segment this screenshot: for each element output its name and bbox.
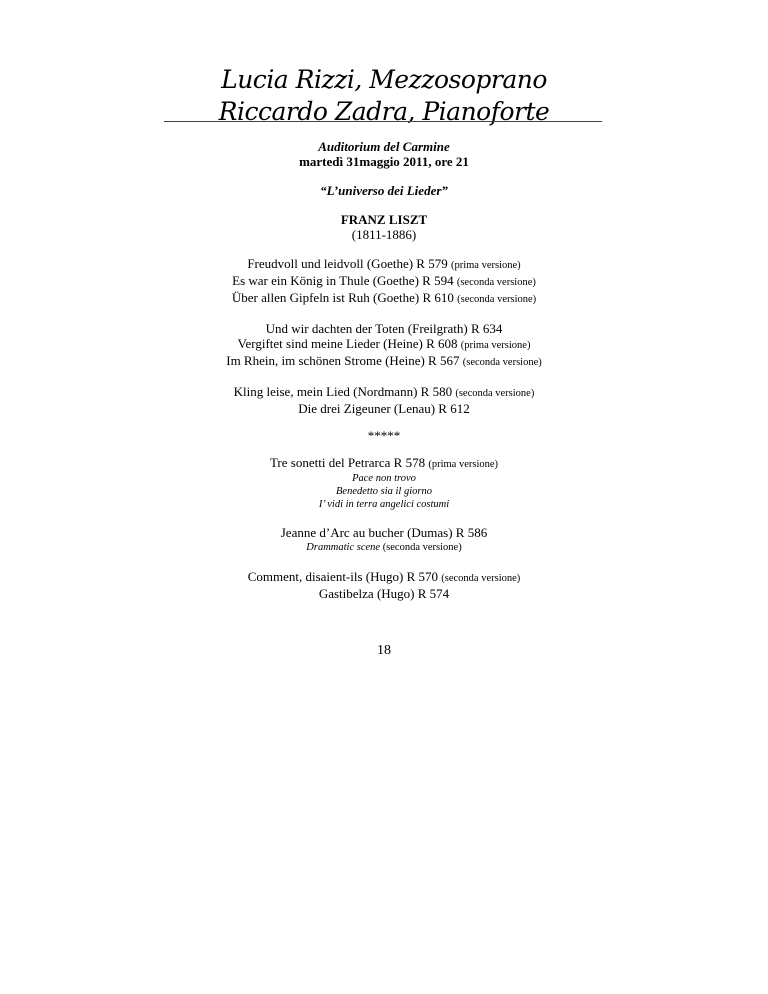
composer-dates: (1811-1886) xyxy=(351,227,417,242)
performer-pianist: Riccardo Zadra, Pianoforte xyxy=(218,97,550,126)
program-content xyxy=(0,139,768,601)
song-group-final xyxy=(0,569,768,601)
performer-mezzosoprano: Lucia Rizzi, Mezzosoprano xyxy=(221,65,547,94)
song-item: Kling leise, mein Lied (Nordmann) R 580 (seconda versione) xyxy=(233,384,535,399)
sonetti-group xyxy=(0,455,768,511)
composer-name: FRANZ LISZT xyxy=(340,212,428,227)
performers-header xyxy=(0,64,768,128)
song-group-2 xyxy=(0,321,768,370)
page-number: 18 xyxy=(377,643,391,658)
song-item: Die drei Zigeuner (Lenau) R 612 xyxy=(298,401,470,416)
song-item: Es war ein König in Thule (Goethe) R 594 (seconda versione) xyxy=(232,273,536,288)
song-item: Comment, disaient-ils (Hugo) R 570 (seconda versione) xyxy=(247,569,521,584)
intermission-separator: ***** xyxy=(367,428,401,443)
event-date: martedì 31maggio 2011, ore 21 xyxy=(299,154,469,169)
song-item: Im Rhein, im schönen Strome (Heine) R 567 (seconda versione) xyxy=(226,353,542,368)
venue: Auditorium del Carmine xyxy=(318,139,450,154)
song-item: Und wir dachten der Toten (Freilgrath) R 634 xyxy=(265,321,503,336)
song-item: Gastibelza (Hugo) R 574 xyxy=(318,586,450,601)
song-item: Freudvoll und leidvoll (Goethe) R 579 (prima versione) xyxy=(247,256,521,271)
jeanne-group xyxy=(0,525,768,555)
song-item: Vergiftet sind meine Lieder (Heine) R 608 (prima versione) xyxy=(237,336,531,351)
sonetto-item: I’ vidi in terra angelici costumi xyxy=(318,499,450,510)
song-group-3 xyxy=(0,384,768,416)
sonetto-item: Pace non trovo xyxy=(352,473,416,484)
song-item: Tre sonetti del Petrarca R 578 (prima versione) xyxy=(269,455,499,470)
sonetto-item: Benedetto sia il giorno xyxy=(336,486,432,497)
song-subtitle: Drammatic scene (seconda versione) xyxy=(306,542,462,553)
song-group-1 xyxy=(0,256,768,307)
song-item: Jeanne d’Arc au bucher (Dumas) R 586 xyxy=(280,525,488,540)
concert-title: “L’universo dei Lieder” xyxy=(320,183,448,198)
song-item: Über allen Gipfeln ist Ruh (Goethe) R 610 (seconda versione) xyxy=(231,290,537,305)
header-divider xyxy=(164,121,602,122)
